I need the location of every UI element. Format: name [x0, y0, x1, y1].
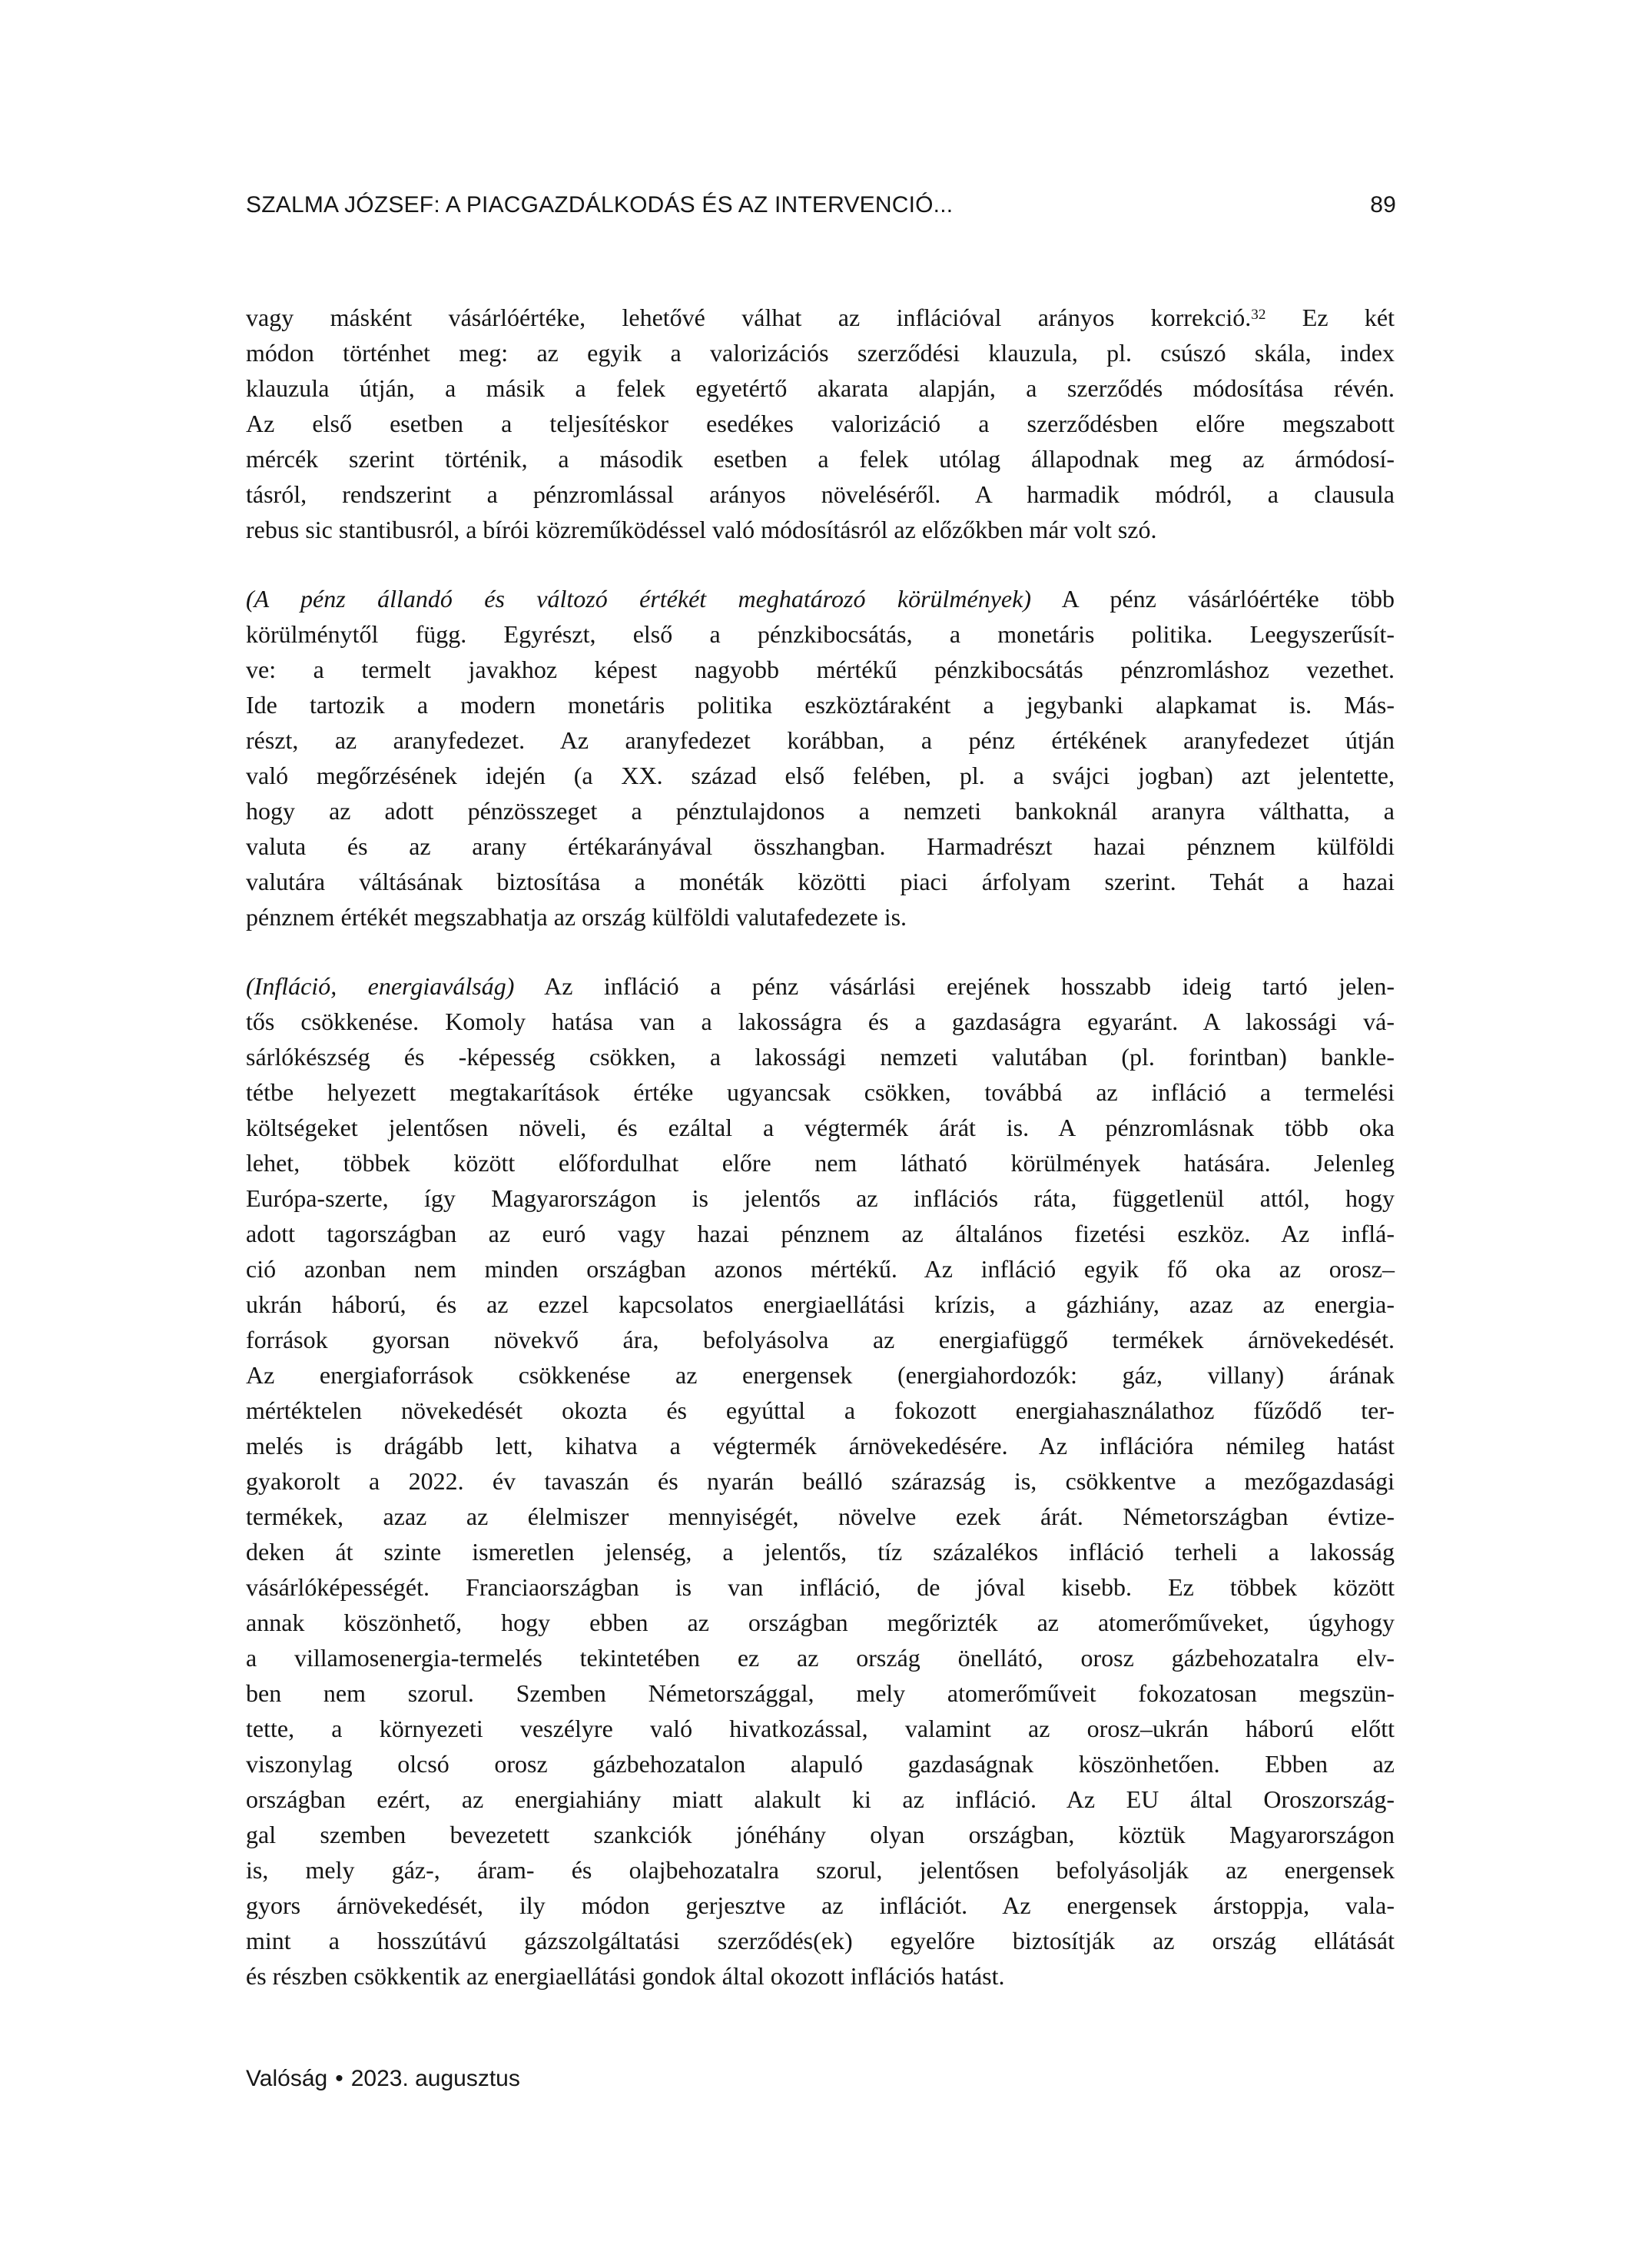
- page-footer: [246, 2066, 520, 2092]
- text-line: országban ezért, az energiahiány miatt alakult ki az infláció. Az EU által Oroszország-: [246, 1785, 1395, 1813]
- text-line: viszonylag olcsó orosz gázbehozatalon alapuló gazdaságnak köszönhetően. Ebben az: [246, 1750, 1395, 1778]
- text-line: mint a hosszútávú gázszolgáltatási szerződés(ek) egyelőre biztosítják az ország ellátását: [246, 1927, 1395, 1954]
- text-line: gal szemben bevezetett szankciók jónéhány olyan országban, köztük Magyarországon: [246, 1821, 1395, 1848]
- text-line: klauzula útján, a másik a felek egyetértő akarata alapján, a szerződés módosítása révén.: [246, 374, 1395, 402]
- text-line: deken át szinte ismeretlen jelenség, a jelentős, tíz százalékos infláció terheli a lakosság: [246, 1538, 1395, 1566]
- text-line: mércék szerint történik, a második esetben a felek utólag állapodnak meg az ármódosí-: [246, 445, 1395, 473]
- text-line: vásárlóképességét. Franciaországban is van infláció, de jóval kisebb. Ez többek között: [246, 1573, 1395, 1601]
- text-line: rebus sic stantibusról, a bírói közreműködéssel való módosításról az előzőkben már volt szó.: [246, 516, 1157, 543]
- bullet-separator: •: [335, 2066, 343, 2091]
- text-line: ció azonban nem minden országban azonos mértékű. Az infláció egyik fő oka az orosz–: [246, 1255, 1395, 1283]
- text-line: vagy másként vásárlóértéke, lehetővé válhat az inflációval arányos korrekció.$^{32}$ Ez két: [246, 304, 1395, 331]
- article-body: [246, 300, 1395, 1994]
- text-line: termékek, azaz az élelmiszer mennyiségét, növelve ezek árát. Németországban évtize-: [246, 1503, 1395, 1530]
- text-line: Európa-szerte, így Magyarországon is jelentős az inflációs ráta, függetlenül attól, hogy: [246, 1184, 1395, 1212]
- text-line: annak köszönhető, hogy ebben az országban megőrizték az atomerőműveket, úgyhogy: [246, 1609, 1395, 1636]
- text-line: források gyorsan növekvő ára, befolyásolva az energiafüggő termékek árnövekedését.: [246, 1326, 1395, 1353]
- text-line: ve: a termelt javakhoz képest nagyobb mértékű pénzkibocsátás pénzromláshoz vezethet.: [246, 656, 1395, 683]
- paragraph-valorization: [246, 300, 1395, 547]
- text-line: Az első esetben a teljesítéskor esedékes valorizáció a szerződésben előre megszabott: [246, 410, 1395, 437]
- text-line: melés is drágább lett, kihatva a végtermék árnövekedésére. Az inflációra némileg hatást: [246, 1432, 1395, 1459]
- paragraph-inflation-energy: [246, 968, 1395, 1994]
- issue-date: 2023. augusztus: [350, 2066, 520, 2091]
- text-line: és részben csökkentik az energiaellátási gondok által okozott inflációs hatást.: [246, 1962, 1005, 1990]
- text-line: gyors árnövekedését, ily módon gerjesztve az inflációt. Az energensek árstoppja, vala-: [246, 1891, 1395, 1919]
- text-line: is, mely gáz-, áram- és olajbehozatalra szorul, jelentősen befolyásolják az energensek: [246, 1856, 1395, 1884]
- text-line: hogy az adott pénzösszeget a pénztulajdonos a nemzeti bankoknál aranyra válthatta, a: [246, 797, 1395, 825]
- text-line: valutára váltásának biztosítása a monéták közötti piaci árfolyam szerint. Tehát a hazai: [246, 868, 1395, 895]
- text-line: lehet, többek között előfordulhat előre nem látható körülmények hatására. Jelenleg: [246, 1149, 1395, 1177]
- text-line: tős csökkenése. Komoly hatása van a lakosságra és a gazdaságra egyaránt. A lakossági vá-: [246, 1008, 1395, 1035]
- text-line: tásról, rendszerint a pénzromlással arányos növeléséről. A harmadik módról, a clausula: [246, 480, 1395, 508]
- paragraph-money-value: [246, 581, 1395, 935]
- text-line: gyakorolt a 2022. év tavaszán és nyarán beálló szárazság is, csökkentve a mezőgazdasági: [246, 1467, 1395, 1495]
- running-title: SZALMA JÓZSEF: A PIACGAZDÁLKODÁS ÉS AZ INTERVENCIÓ...: [246, 192, 954, 218]
- text-line: (Infláció, energiaválság) Az infláció a pénz vásárlási erejének hosszabb ideig tartó jelen-: [246, 972, 1395, 1000]
- text-line: módon történhet meg: az egyik a valorizációs szerződési klauzula, pl. csúszó skála, index: [246, 339, 1395, 367]
- text-line: mértéktelen növekedését okozta és egyúttal a fokozott energiahasználathoz fűződő ter-: [246, 1396, 1395, 1424]
- text-line: körülménytől függ. Egyrészt, első a pénzkibocsátás, a monetáris politika. Leegyszerűsít-: [246, 620, 1395, 648]
- text-line: pénznem értékét megszabhatja az ország külföldi valutafedezete is.: [246, 903, 907, 931]
- journal-name: Valóság: [246, 2066, 328, 2091]
- text-line: Az energiaforrások csökkenése az energensek (energiahordozók: gáz, villany) árának: [246, 1361, 1395, 1389]
- page-header: [246, 192, 1396, 218]
- text-line: adott tagországban az euró vagy hazai pénznem az általános fizetési eszköz. Az inflá-: [246, 1220, 1395, 1247]
- text-line: valuta és az arany értékarányával összhangban. Harmadrészt hazai pénznem külföldi: [246, 832, 1395, 860]
- text-line: ukrán háború, és az ezzel kapcsolatos energiaellátási krízis, a gázhiány, azaz az energia-: [246, 1290, 1395, 1318]
- text-line: részt, az aranyfedezet. Az aranyfedezet korábban, a pénz értékének aranyfedezet útján: [246, 726, 1395, 754]
- text-line: Ide tartozik a modern monetáris politika eszköztáraként a jegybanki alapkamat is. Más-: [246, 691, 1395, 719]
- text-line: (A pénz állandó és változó értékét meghatározó körülmények) A pénz vásárlóértéke több: [246, 585, 1395, 613]
- text-line: ben nem szorul. Szemben Németországgal, mely atomerőműveit fokozatosan megszün-: [246, 1679, 1395, 1707]
- text-line: való megőrzésének idején (a XX. század első felében, pl. a svájci jogban) azt jelentette,: [246, 762, 1395, 789]
- text-line: költségeket jelentősen növeli, és ezáltal a végtermék árát is. A pénzromlásnak több oka: [246, 1114, 1395, 1141]
- text-line: tette, a környezeti veszélyre való hivatkozással, valamint az orosz–ukrán háború előtt: [246, 1715, 1395, 1742]
- text-line: tétbe helyezett megtakarítások értéke ugyancsak csökken, továbbá az infláció a termelési: [246, 1078, 1395, 1106]
- text-line: a villamosenergia-termelés tekintetében ez az ország önellátó, orosz gázbehozatalra elv-: [246, 1644, 1395, 1672]
- page-number: 89: [1370, 192, 1396, 218]
- text-line: sárlókészség és -képesség csökken, a lakossági nemzeti valutában (pl. forintban) bankle-: [246, 1043, 1395, 1071]
